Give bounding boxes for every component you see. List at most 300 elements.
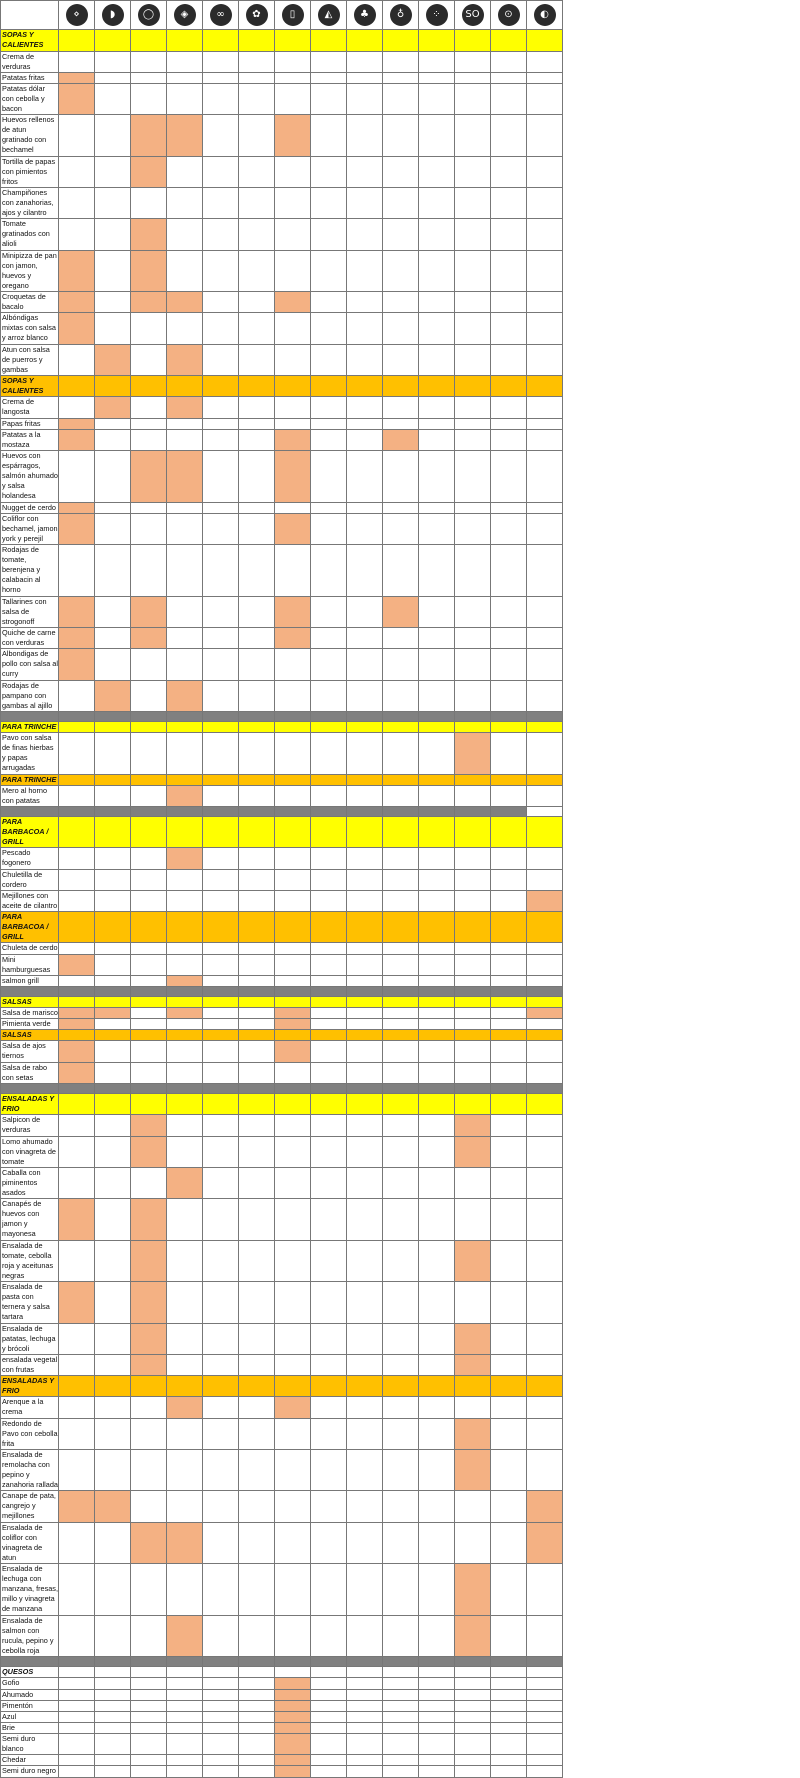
allergen-empty-cell (167, 1062, 203, 1083)
allergen-empty-cell (59, 188, 95, 219)
allergen-present-cell (59, 1282, 95, 1323)
allergen-empty-cell (491, 1734, 527, 1755)
allergen-empty-cell (203, 1136, 239, 1167)
allergen-empty-cell (167, 1491, 203, 1522)
dish-name: Salsa de marisco (2, 1008, 58, 1018)
allergen-present-cell (275, 115, 311, 156)
allergen-empty-cell (203, 1008, 239, 1019)
allergen-empty-cell (59, 733, 95, 774)
allergen-empty-cell (275, 72, 311, 83)
allergen-empty-cell (419, 1722, 455, 1733)
allergen-empty-cell (275, 1323, 311, 1354)
section-cell (167, 1376, 203, 1397)
allergen-empty-cell (383, 450, 419, 502)
allergen-empty-cell (527, 115, 563, 156)
allergen-empty-cell (239, 1615, 275, 1656)
allergen-empty-cell (311, 869, 347, 890)
section-title: SOPAS Y CALIENTES (1, 30, 59, 51)
allergen-empty-cell (347, 848, 383, 869)
allergen-empty-cell (347, 733, 383, 774)
allergen-empty-cell (455, 596, 491, 627)
allergen-empty-cell (455, 649, 491, 680)
allergen-empty-cell (275, 890, 311, 911)
allergen-empty-cell (383, 545, 419, 597)
allergen-present-cell (131, 1115, 167, 1136)
allergen-empty-cell (491, 1522, 527, 1563)
allergen-present-cell (59, 1062, 95, 1083)
allergen-empty-cell (347, 1323, 383, 1354)
allergen-empty-cell (455, 1755, 491, 1766)
section-cell (347, 721, 383, 732)
allergen-empty-cell (203, 1240, 239, 1281)
section-cell (131, 1376, 167, 1397)
section-cell (275, 996, 311, 1007)
allergen-present-cell (59, 72, 95, 83)
allergen-empty-cell (131, 1700, 167, 1711)
section-cell (527, 1667, 563, 1678)
section-cell (95, 721, 131, 732)
allergen-empty-cell (203, 1755, 239, 1766)
section-header-row (1, 912, 563, 943)
allergen-empty-cell (455, 513, 491, 544)
section-cell (275, 1083, 311, 1093)
allergen-present-cell (167, 115, 203, 156)
allergen-empty-cell (59, 51, 95, 72)
allergen-empty-cell (239, 1019, 275, 1030)
section-cell (419, 912, 455, 943)
allergen-empty-cell (203, 1564, 239, 1616)
allergen-empty-cell (347, 51, 383, 72)
dish-name: Ensalada de salmon con rucula, pepino y cebolla roja (1, 1615, 59, 1656)
allergen-present-cell (275, 513, 311, 544)
allergen-empty-cell (95, 450, 131, 502)
allergen-present-cell (455, 1564, 491, 1616)
allergen-empty-cell (95, 1564, 131, 1616)
allergen-empty-cell (203, 943, 239, 954)
allergen-empty-cell (347, 1700, 383, 1711)
allergen-empty-cell (167, 250, 203, 291)
allergen-empty-cell (95, 1019, 131, 1030)
allergen-empty-cell (239, 72, 275, 83)
allergen-empty-cell (419, 51, 455, 72)
section-cell (455, 1083, 491, 1093)
dish-name: Tomate gratinados con alioli (1, 219, 59, 250)
dish-row (1, 72, 563, 83)
allergen-empty-cell (527, 1449, 563, 1490)
allergen-present-cell (131, 1136, 167, 1167)
section-cell (419, 996, 455, 1007)
allergen-empty-cell (203, 1678, 239, 1689)
dish-name: Caballa con piminentos asados (1, 1167, 59, 1198)
section-cell (491, 774, 527, 785)
section-cell (347, 1094, 383, 1115)
allergen-empty-cell (347, 418, 383, 429)
header-icon-cell (275, 1, 311, 30)
allergen-empty-cell (167, 51, 203, 72)
allergen-empty-cell (239, 545, 275, 597)
allergen-empty-cell (203, 1282, 239, 1323)
dish-row (1, 890, 563, 911)
allergen-empty-cell (491, 1115, 527, 1136)
allergen-empty-cell (59, 1615, 95, 1656)
allergen-empty-cell (95, 1766, 131, 1778)
section-cell (59, 986, 95, 996)
allergen-empty-cell (347, 156, 383, 187)
allergen-empty-cell (59, 115, 95, 156)
allergen-empty-cell (239, 513, 275, 544)
sulphites-icon: SO (462, 4, 484, 26)
allergen-present-cell (59, 250, 95, 291)
allergen-empty-cell (95, 1678, 131, 1689)
allergen-present-cell (131, 115, 167, 156)
section-cell (239, 1083, 275, 1093)
allergen-empty-cell (455, 1167, 491, 1198)
allergen-empty-cell (419, 156, 455, 187)
header-icon-cell (59, 1, 95, 30)
section-cell (383, 376, 419, 397)
allergen-empty-cell (239, 1678, 275, 1689)
allergen-empty-cell (527, 1041, 563, 1062)
allergen-empty-cell (455, 954, 491, 975)
allergen-empty-cell (275, 1062, 311, 1083)
allergen-empty-cell (455, 1062, 491, 1083)
section-cell (455, 1376, 491, 1397)
allergen-empty-cell (275, 943, 311, 954)
header-icon-cell (455, 1, 491, 30)
allergen-empty-cell (203, 545, 239, 597)
dish-name: Quiche de carne con verduras (1, 627, 59, 648)
allergen-empty-cell (131, 848, 167, 869)
allergen-empty-cell (419, 1354, 455, 1375)
section-cell (311, 774, 347, 785)
allergen-empty-cell (59, 848, 95, 869)
allergen-present-cell (131, 156, 167, 187)
section-cell (131, 1667, 167, 1678)
allergen-empty-cell (239, 890, 275, 911)
allergen-empty-cell (275, 1354, 311, 1375)
section-cell (527, 806, 563, 816)
allergen-empty-cell (383, 502, 419, 513)
molluscs-icon: ◐ (534, 4, 556, 26)
allergen-empty-cell (131, 513, 167, 544)
allergen-present-cell (527, 890, 563, 911)
allergen-empty-cell (527, 1240, 563, 1281)
allergen-empty-cell (167, 1755, 203, 1766)
section-title: ENSALADAS Y FRIO (1, 1094, 59, 1115)
allergen-empty-cell (455, 680, 491, 711)
dish-row (1, 869, 563, 890)
allergen-empty-cell (311, 733, 347, 774)
section-cell (527, 1657, 563, 1667)
allergen-empty-cell (311, 596, 347, 627)
dish-name: Patatas dólar con cebolla y bacon (1, 83, 59, 114)
allergen-present-cell (59, 292, 95, 313)
allergen-empty-cell (491, 1282, 527, 1323)
allergen-empty-cell (347, 1282, 383, 1323)
dish-row (1, 1734, 563, 1755)
allergen-empty-cell (131, 954, 167, 975)
allergen-empty-cell (167, 188, 203, 219)
allergen-empty-cell (131, 1766, 167, 1778)
allergen-empty-cell (455, 115, 491, 156)
allergen-empty-cell (95, 1615, 131, 1656)
allergen-empty-cell (383, 1008, 419, 1019)
allergen-empty-cell (455, 1722, 491, 1733)
allergen-empty-cell (167, 1418, 203, 1449)
allergen-empty-cell (203, 1397, 239, 1418)
allergen-empty-cell (491, 975, 527, 986)
allergen-empty-cell (167, 83, 203, 114)
allergen-empty-cell (203, 1722, 239, 1733)
dish-name: Ensalada de remolacha con pepino y zanahoria rallada (2, 1449, 58, 1489)
allergen-empty-cell (95, 502, 131, 513)
allergen-empty-cell (311, 954, 347, 975)
allergen-empty-cell (527, 313, 563, 344)
allergen-empty-cell (239, 1522, 275, 1563)
allergen-empty-cell (347, 1491, 383, 1522)
allergen-empty-cell (311, 502, 347, 513)
allergen-empty-cell (527, 1678, 563, 1689)
allergen-empty-cell (95, 513, 131, 544)
allergen-empty-cell (275, 1522, 311, 1563)
dish-row (1, 545, 563, 597)
allergen-empty-cell (167, 1700, 203, 1711)
allergen-empty-cell (167, 1240, 203, 1281)
allergen-empty-cell (527, 1722, 563, 1733)
allergen-empty-cell (491, 292, 527, 313)
allergen-empty-cell (347, 83, 383, 114)
allergen-empty-cell (311, 1734, 347, 1755)
allergen-empty-cell (167, 418, 203, 429)
allergen-empty-cell (239, 429, 275, 450)
allergen-empty-cell (239, 785, 275, 806)
section-cell (239, 1030, 275, 1041)
dish-name: Crema de langosta (1, 397, 59, 418)
allergen-empty-cell (311, 513, 347, 544)
separator-cell (1, 806, 59, 816)
dish-name: Crema de verduras (1, 51, 59, 72)
allergen-present-cell (167, 848, 203, 869)
dish-row (1, 1418, 563, 1449)
header-icon-cell (383, 1, 419, 30)
allergen-empty-cell (167, 1282, 203, 1323)
dish-row (1, 1323, 563, 1354)
allergen-empty-cell (419, 1167, 455, 1198)
section-cell (311, 721, 347, 732)
allergen-empty-cell (131, 975, 167, 986)
allergen-empty-cell (347, 1019, 383, 1030)
allergen-empty-cell (419, 1615, 455, 1656)
allergen-empty-cell (383, 1522, 419, 1563)
dish-name: Coliflor con bechamel, jamon york y perejil (2, 513, 58, 543)
dish-row (1, 1689, 563, 1700)
separator-row (1, 806, 563, 816)
allergen-empty-cell (311, 1115, 347, 1136)
allergen-empty-cell (527, 1711, 563, 1722)
allergen-empty-cell (95, 1522, 131, 1563)
section-cell (455, 817, 491, 848)
section-cell (347, 986, 383, 996)
allergen-empty-cell (347, 450, 383, 502)
allergen-empty-cell (203, 848, 239, 869)
allergen-empty-cell (203, 785, 239, 806)
allergen-present-cell (59, 596, 95, 627)
section-cell (203, 986, 239, 996)
allergen-empty-cell (275, 418, 311, 429)
allergen-empty-cell (239, 344, 275, 375)
dish-name: Salsa de ajos tiernos (1, 1041, 59, 1062)
allergen-present-cell (95, 397, 131, 418)
allergen-empty-cell (311, 1019, 347, 1030)
dish-row (1, 943, 563, 954)
allergen-empty-cell (167, 1323, 203, 1354)
allergen-present-cell (59, 649, 95, 680)
dish-name: Semi duro negro (1, 1766, 59, 1778)
allergen-empty-cell (455, 313, 491, 344)
allergen-empty-cell (455, 1008, 491, 1019)
allergen-present-cell (59, 83, 95, 114)
allergen-empty-cell (167, 1449, 203, 1490)
section-cell (59, 774, 95, 785)
section-cell (383, 1376, 419, 1397)
section-cell (59, 711, 95, 721)
dish-row (1, 1755, 563, 1766)
allergen-empty-cell (419, 1418, 455, 1449)
allergen-empty-cell (239, 1734, 275, 1755)
allergen-present-cell (167, 680, 203, 711)
allergen-empty-cell (455, 1199, 491, 1240)
allergen-empty-cell (383, 156, 419, 187)
section-cell (275, 817, 311, 848)
section-cell (275, 806, 311, 816)
allergen-empty-cell (239, 1323, 275, 1354)
section-cell (275, 986, 311, 996)
allergen-empty-cell (383, 83, 419, 114)
allergen-empty-cell (59, 1167, 95, 1198)
allergen-empty-cell (347, 1115, 383, 1136)
allergen-empty-cell (59, 1700, 95, 1711)
section-cell (491, 721, 527, 732)
allergen-empty-cell (239, 1062, 275, 1083)
section-cell (95, 1083, 131, 1093)
allergen-empty-cell (491, 1397, 527, 1418)
allergen-empty-cell (95, 115, 131, 156)
allergen-empty-cell (311, 545, 347, 597)
section-cell (239, 721, 275, 732)
allergen-empty-cell (491, 785, 527, 806)
allergen-empty-cell (311, 1689, 347, 1700)
allergen-present-cell (59, 627, 95, 648)
section-cell (383, 711, 419, 721)
section-header-row (1, 996, 563, 1007)
allergen-empty-cell (311, 785, 347, 806)
allergen-empty-cell (527, 1418, 563, 1449)
allergen-empty-cell (347, 627, 383, 648)
allergen-present-cell (59, 1008, 95, 1019)
dish-row (1, 1722, 563, 1733)
allergen-present-cell (167, 1615, 203, 1656)
allergen-empty-cell (95, 1397, 131, 1418)
allergen-empty-cell (347, 1564, 383, 1616)
allergen-empty-cell (59, 1397, 95, 1418)
allergen-empty-cell (311, 115, 347, 156)
allergen-empty-cell (491, 890, 527, 911)
allergen-empty-cell (275, 680, 311, 711)
section-title: ENSALADAS Y FRIO (1, 1376, 59, 1397)
section-cell (239, 1094, 275, 1115)
allergen-empty-cell (491, 1354, 527, 1375)
allergen-present-cell (275, 1678, 311, 1689)
crustaceans-icon: ◗ (102, 4, 124, 26)
allergen-empty-cell (95, 848, 131, 869)
allergen-present-cell (95, 344, 131, 375)
allergen-empty-cell (239, 954, 275, 975)
allergen-present-cell (455, 1136, 491, 1167)
allergen-empty-cell (203, 51, 239, 72)
allergen-empty-cell (491, 943, 527, 954)
allergen-empty-cell (419, 649, 455, 680)
allergen-empty-cell (419, 219, 455, 250)
section-cell (347, 996, 383, 1007)
allergen-empty-cell (527, 1199, 563, 1240)
allergen-empty-cell (419, 943, 455, 954)
dish-name: Mejillones con aceite de cilantro (2, 890, 58, 910)
allergen-present-cell (527, 1491, 563, 1522)
allergen-empty-cell (491, 1449, 527, 1490)
milk-icon: ▯ (282, 4, 304, 26)
allergen-empty-cell (311, 1397, 347, 1418)
allergen-empty-cell (95, 975, 131, 986)
section-cell (455, 806, 491, 816)
dish-row (1, 1522, 563, 1563)
section-cell (167, 376, 203, 397)
section-cell (167, 1094, 203, 1115)
allergen-empty-cell (203, 1041, 239, 1062)
section-cell (131, 1083, 167, 1093)
allergen-empty-cell (455, 1491, 491, 1522)
section-cell (527, 986, 563, 996)
allergen-empty-cell (347, 596, 383, 627)
allergen-empty-cell (275, 1115, 311, 1136)
allergen-empty-cell (239, 156, 275, 187)
allergen-present-cell (275, 429, 311, 450)
allergen-empty-cell (59, 1689, 95, 1700)
section-cell (95, 817, 131, 848)
allergen-empty-cell (167, 1734, 203, 1755)
allergen-empty-cell (347, 1522, 383, 1563)
allergen-empty-cell (131, 188, 167, 219)
dish-name: Patatas fritas (1, 72, 59, 83)
allergen-empty-cell (527, 156, 563, 187)
allergen-empty-cell (131, 397, 167, 418)
allergen-empty-cell (311, 250, 347, 291)
dish-row (1, 1700, 563, 1711)
allergen-present-cell (455, 1354, 491, 1375)
allergen-empty-cell (311, 1700, 347, 1711)
section-header-row (1, 721, 563, 732)
allergen-empty-cell (167, 733, 203, 774)
section-cell (347, 30, 383, 51)
allergen-empty-cell (491, 1418, 527, 1449)
allergen-empty-cell (419, 1766, 455, 1778)
allergen-empty-cell (347, 502, 383, 513)
dish-row (1, 954, 563, 975)
section-cell (311, 30, 347, 51)
section-cell (167, 721, 203, 732)
allergen-empty-cell (527, 397, 563, 418)
allergen-empty-cell (491, 1755, 527, 1766)
dish-row (1, 1615, 563, 1656)
